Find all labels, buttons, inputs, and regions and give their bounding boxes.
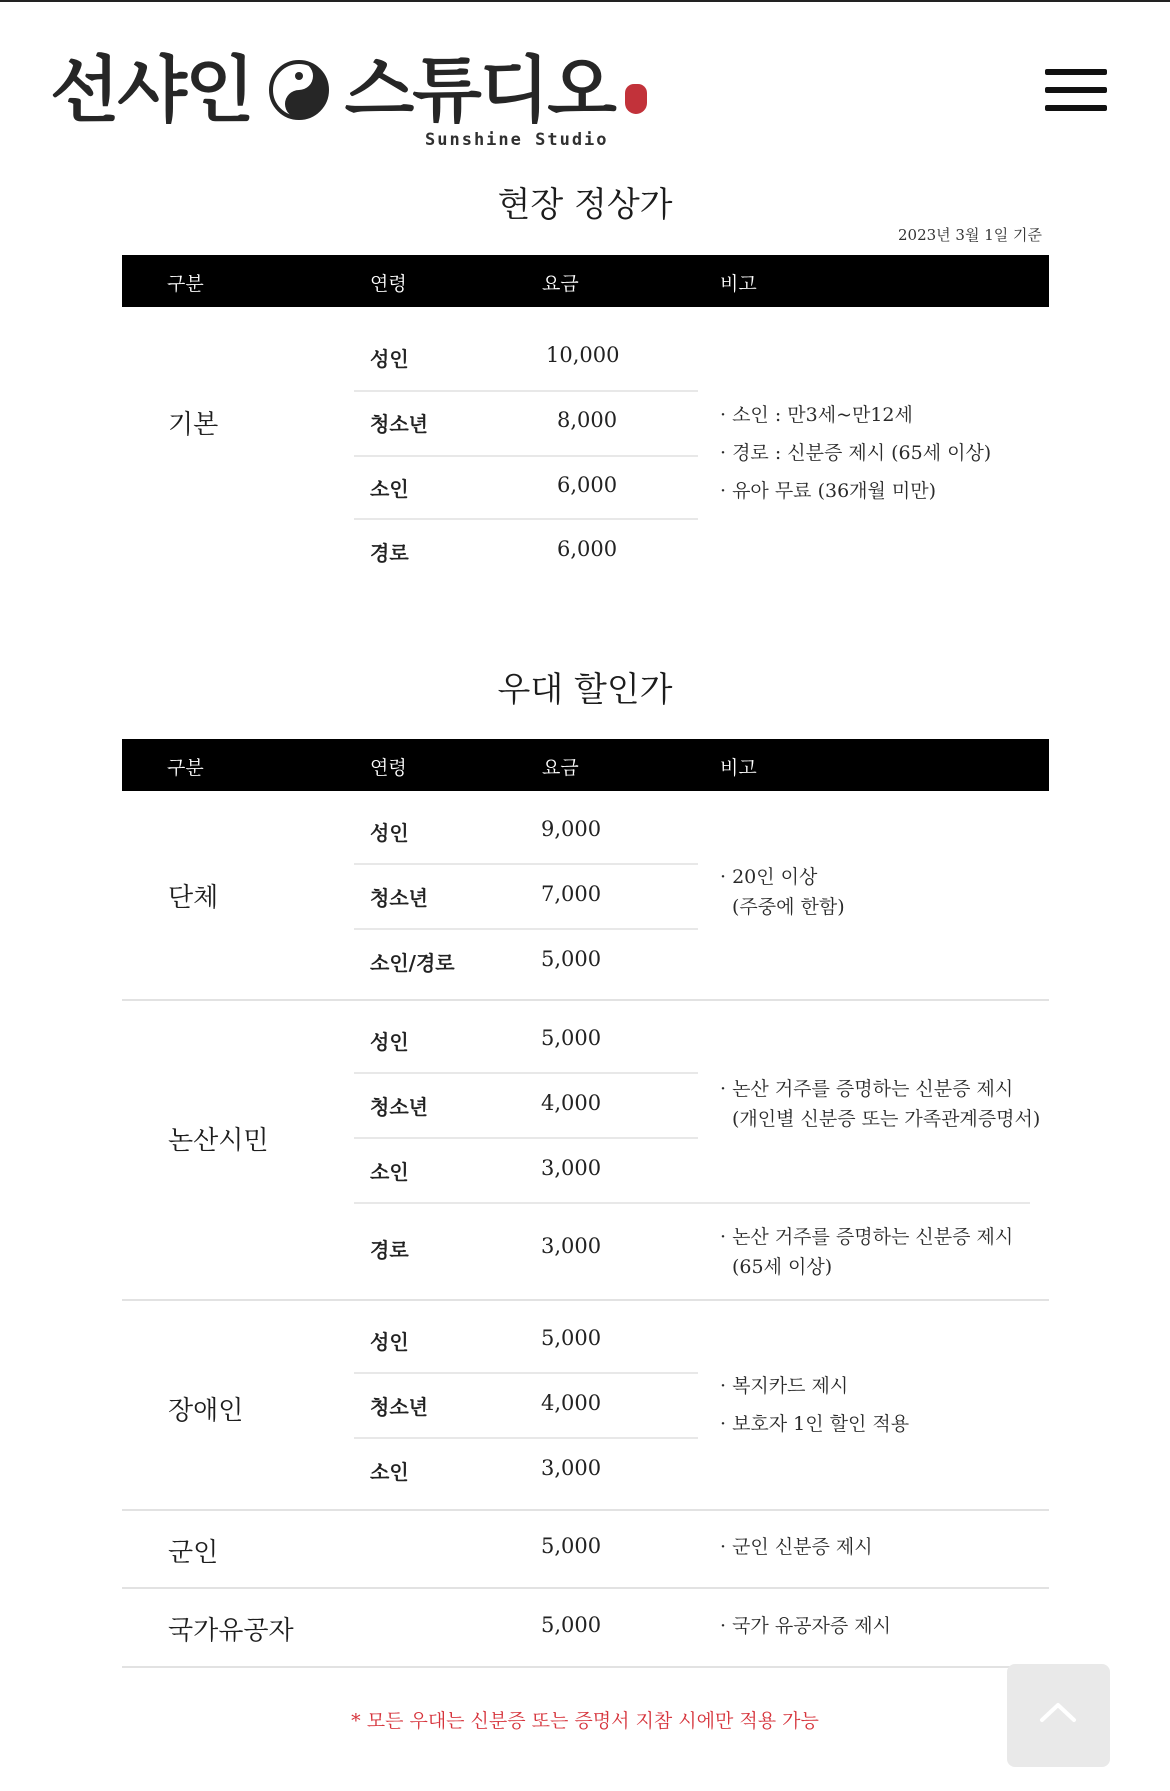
age-cell: 성인	[370, 347, 409, 371]
fee-cell: 9,000	[541, 817, 602, 841]
category-veteran: 국가유공자	[168, 1616, 294, 1646]
section-divider	[122, 1299, 1049, 1301]
fee-cell: 6,000	[557, 537, 618, 561]
col-category: 구분	[167, 273, 204, 295]
chevron-up-icon	[1038, 1700, 1078, 1724]
category-basic: 기본	[168, 410, 219, 440]
fee-cell: 3,000	[541, 1156, 602, 1180]
citizen-notes	[720, 1074, 1040, 1134]
regular-table-header	[122, 255, 1049, 307]
discount-table-header	[122, 739, 1049, 791]
logo-text-right: 스튜디오	[344, 47, 615, 132]
fee-cell: 6,000	[557, 473, 618, 497]
col-age: 연령	[370, 757, 407, 779]
row-divider	[354, 863, 698, 865]
age-cell: 성인	[370, 1030, 409, 1054]
fee-cell: 8,000	[557, 408, 618, 432]
row-divider	[354, 1437, 698, 1439]
col-note: 비고	[720, 757, 757, 779]
row-divider	[354, 1202, 1030, 1204]
top-border	[0, 0, 1170, 2]
age-cell: 경로	[370, 1238, 409, 1262]
veteran-note: · 국가 유공자증 제시	[720, 1615, 891, 1637]
note-line: · 논산 거주를 증명하는 신분증 제시	[720, 1226, 1014, 1248]
section-divider	[122, 1509, 1049, 1511]
logo-text-left: 선샤인	[50, 47, 253, 132]
logo-subtitle: Sunshine Studio	[425, 130, 609, 150]
fee-cell: 3,000	[541, 1456, 602, 1480]
red-seal-stamp	[625, 84, 647, 114]
age-cell: 경로	[370, 541, 409, 565]
age-cell: 청소년	[370, 1395, 428, 1419]
category-military: 군인	[168, 1538, 219, 1568]
scroll-to-top-button[interactable]	[1007, 1664, 1110, 1767]
age-cell: 성인	[370, 821, 409, 845]
row-divider	[354, 455, 698, 457]
note-line: · 경로 : 신분증 제시 (65세 이상)	[720, 442, 992, 464]
note-line: · 보호자 1인 할인 적용	[720, 1413, 910, 1435]
fee-cell: 5,000	[541, 1326, 602, 1350]
discount-notice: * 모든 우대는 신분증 또는 증명서 지참 시에만 적용 가능	[351, 1710, 819, 1732]
row-divider	[354, 1137, 698, 1139]
fee-cell: 5,000	[541, 1026, 602, 1050]
regular-notes	[720, 396, 991, 510]
note-line: (주중에 한함)	[732, 896, 845, 918]
citizen-senior-notes	[720, 1222, 1013, 1282]
row-divider	[354, 518, 698, 520]
age-cell: 청소년	[370, 1095, 428, 1119]
col-note: 비고	[720, 273, 757, 295]
yin-yang-icon	[267, 58, 331, 122]
note-line: (65세 이상)	[732, 1256, 833, 1278]
age-cell: 소인/경로	[370, 951, 455, 975]
note-line: (개인별 신분증 또는 가족관계증명서)	[732, 1108, 1041, 1130]
disabled-notes	[720, 1367, 909, 1443]
studio-logo[interactable]	[50, 48, 650, 158]
age-cell: 성인	[370, 1330, 409, 1354]
note-line: · 논산 거주를 증명하는 신분증 제시	[720, 1078, 1014, 1100]
age-cell: 소인	[370, 477, 409, 501]
note-line: · 유아 무료 (36개월 미만)	[720, 480, 937, 502]
col-fee: 요금	[542, 757, 579, 779]
row-divider	[354, 390, 698, 392]
fee-cell: 7,000	[541, 882, 602, 906]
category-citizen: 논산시민	[168, 1126, 269, 1156]
age-cell: 소인	[370, 1160, 409, 1184]
row-divider	[354, 928, 698, 930]
category-group: 단체	[168, 883, 219, 913]
row-divider	[354, 1072, 698, 1074]
fee-cell: 5,000	[541, 947, 602, 971]
col-fee: 요금	[542, 273, 579, 295]
fee-cell: 5,000	[541, 1613, 602, 1637]
fee-cell: 10,000	[546, 343, 620, 367]
age-cell: 청소년	[370, 886, 428, 910]
age-cell: 소인	[370, 1460, 409, 1484]
basis-date: 2023년 3월 1일 기준	[897, 226, 1042, 244]
col-age: 연령	[370, 273, 407, 295]
hamburger-menu-icon[interactable]	[1040, 66, 1110, 114]
military-note: · 군인 신분증 제시	[720, 1536, 873, 1558]
section-divider	[122, 999, 1049, 1001]
section-divider	[122, 1666, 1049, 1668]
fee-cell: 4,000	[541, 1391, 602, 1415]
row-divider	[354, 1372, 698, 1374]
discount-price-title: 우대 할인가	[497, 670, 673, 710]
note-line: · 20인 이상	[720, 866, 818, 888]
fee-cell: 4,000	[541, 1091, 602, 1115]
fee-cell: 5,000	[541, 1534, 602, 1558]
category-disabled: 장애인	[168, 1396, 244, 1426]
note-line: · 복지카드 제시	[720, 1375, 849, 1397]
section-divider	[122, 1587, 1049, 1589]
note-line: · 소인 : 만3세~만12세	[720, 404, 913, 426]
fee-cell: 3,000	[541, 1234, 602, 1258]
group-notes	[720, 862, 845, 922]
col-category: 구분	[167, 757, 204, 779]
regular-price-title: 현장 정상가	[497, 185, 673, 225]
age-cell: 청소년	[370, 412, 428, 436]
